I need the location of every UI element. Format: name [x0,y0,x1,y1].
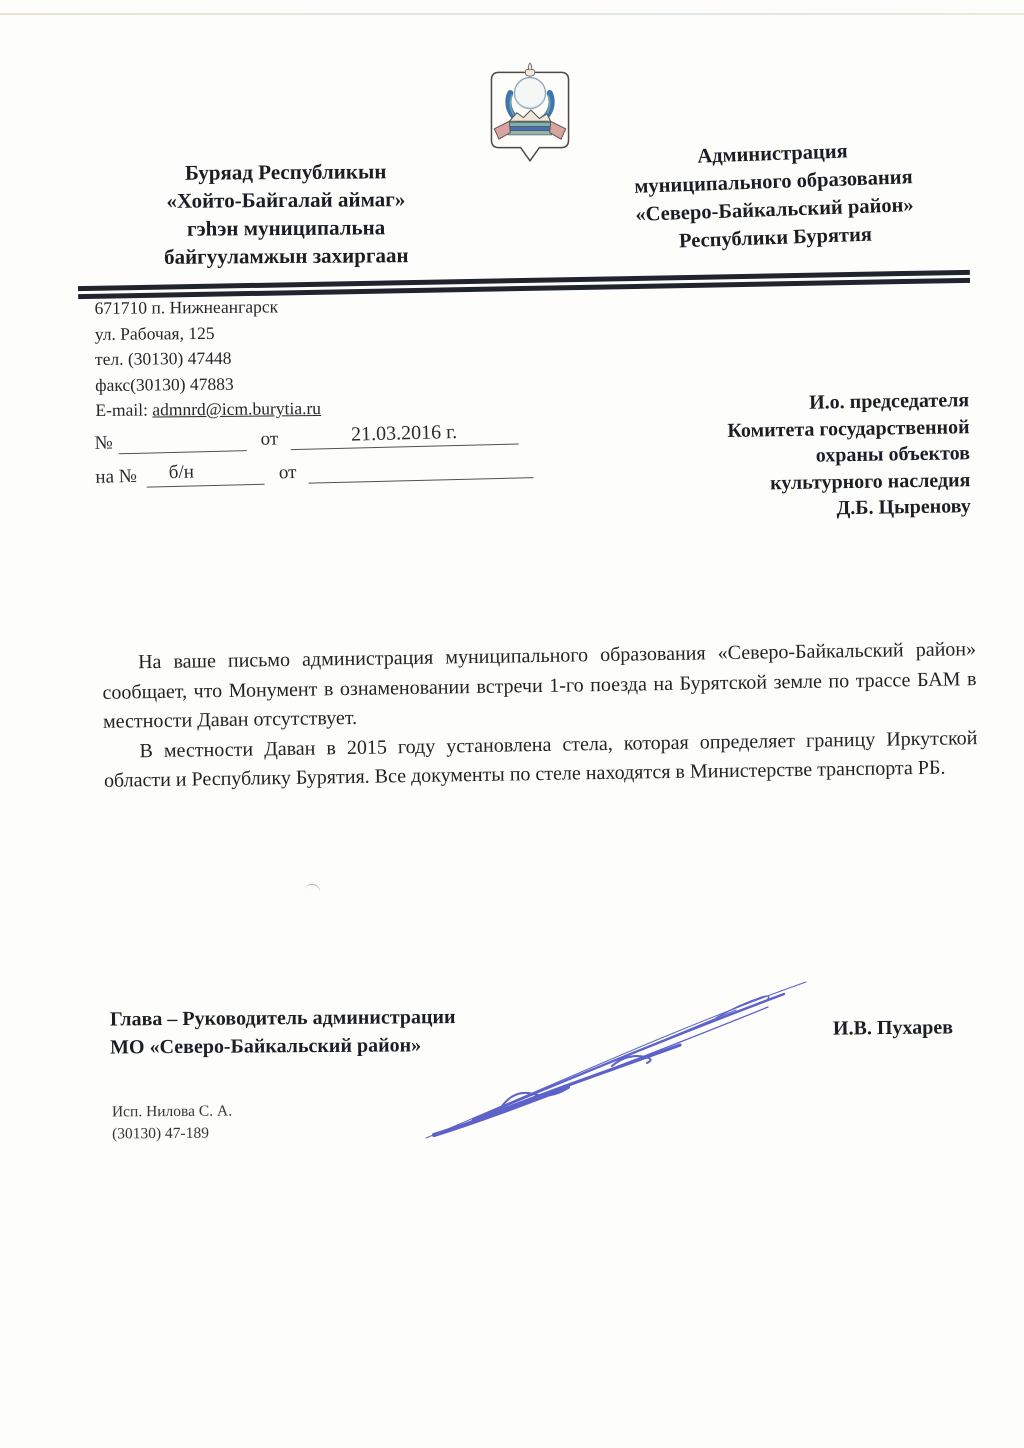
fax-line: факс(30130) 47883 [95,373,234,395]
org-russian-line: муниципального образования [634,166,913,198]
phone-line: тел. (30130) 47448 [94,347,232,369]
reply-date-field [308,453,534,483]
signer-position-line: Глава – Руководитель администрации [109,1006,456,1031]
executor-phone: (30130) 47-189 [112,1124,210,1143]
body-paragraph-1: На ваше письмо администрация муниципального образования «Северо-Байкальский район» сообщает, что Монумент в ознаменовании встречи 1-го поезда на Бурятской земле по трассе БАМ в местности Даван отсутствует. [102,638,977,733]
reply-number-field: б/н [147,460,266,488]
email-line [95,396,321,423]
email-label: E-mail: [95,399,153,420]
org-buryat-line: Буряад Республикын [184,159,387,185]
scan-artifact-line [0,13,1024,15]
org-russian-line: Республики Бурятия [678,223,873,253]
recipient-line: охраны объектов [815,442,971,467]
number-label: № [94,432,113,454]
from-label: от [278,461,297,484]
address-line: 671710 п. Нижнеангарск [94,296,279,318]
org-buryat-line: гэһэн муниципальна [186,215,386,241]
from-label: от [260,428,279,450]
recipient-line: И.о. председателя [808,389,970,414]
reference-block [94,418,576,498]
outgoing-date-field: 21.03.2016 г. [290,420,519,451]
email-address: admnrd@icm.burytia.ru [152,398,322,420]
org-buryat-line: байгууламжын захиргаан [163,243,409,269]
org-russian-line: Администрация [697,140,849,168]
reply-number-label: на № [95,465,138,488]
signer-name: И.В. Пухарев [832,1016,954,1040]
recipient-line: Комитета государственной [727,415,970,442]
org-russian-line: «Северо-Байкальский район» [635,194,914,226]
stray-pen-mark [304,882,321,894]
org-name-russian [558,133,990,260]
handwritten-signature-ink [418,972,813,1147]
contact-block [94,294,321,423]
body-paragraph-2: В местности Даван в 2015 году установлена стела, которая определяет границу Иркутской области и Республику Бурятия. Все документы по стеле находятся в Министерстве транспорта РБ. [103,726,978,792]
signer-position-line: МО «Северо-Байкальский район» [110,1033,422,1058]
executor-note [112,1101,232,1146]
outgoing-number-field [118,426,247,454]
recipient-name: Д.Б. Цыренову [836,495,971,520]
recipient-block [609,387,971,525]
address-line: ул. Рабочая, 125 [94,322,215,344]
org-name-buryat [92,157,481,272]
org-buryat-line: «Хойто-Байгалай аймаг» [166,187,406,213]
letter-body [102,635,978,796]
recipient-line: культурного наследия [769,468,971,494]
executor-name: Исп. Нилова С. А. [111,1102,233,1121]
